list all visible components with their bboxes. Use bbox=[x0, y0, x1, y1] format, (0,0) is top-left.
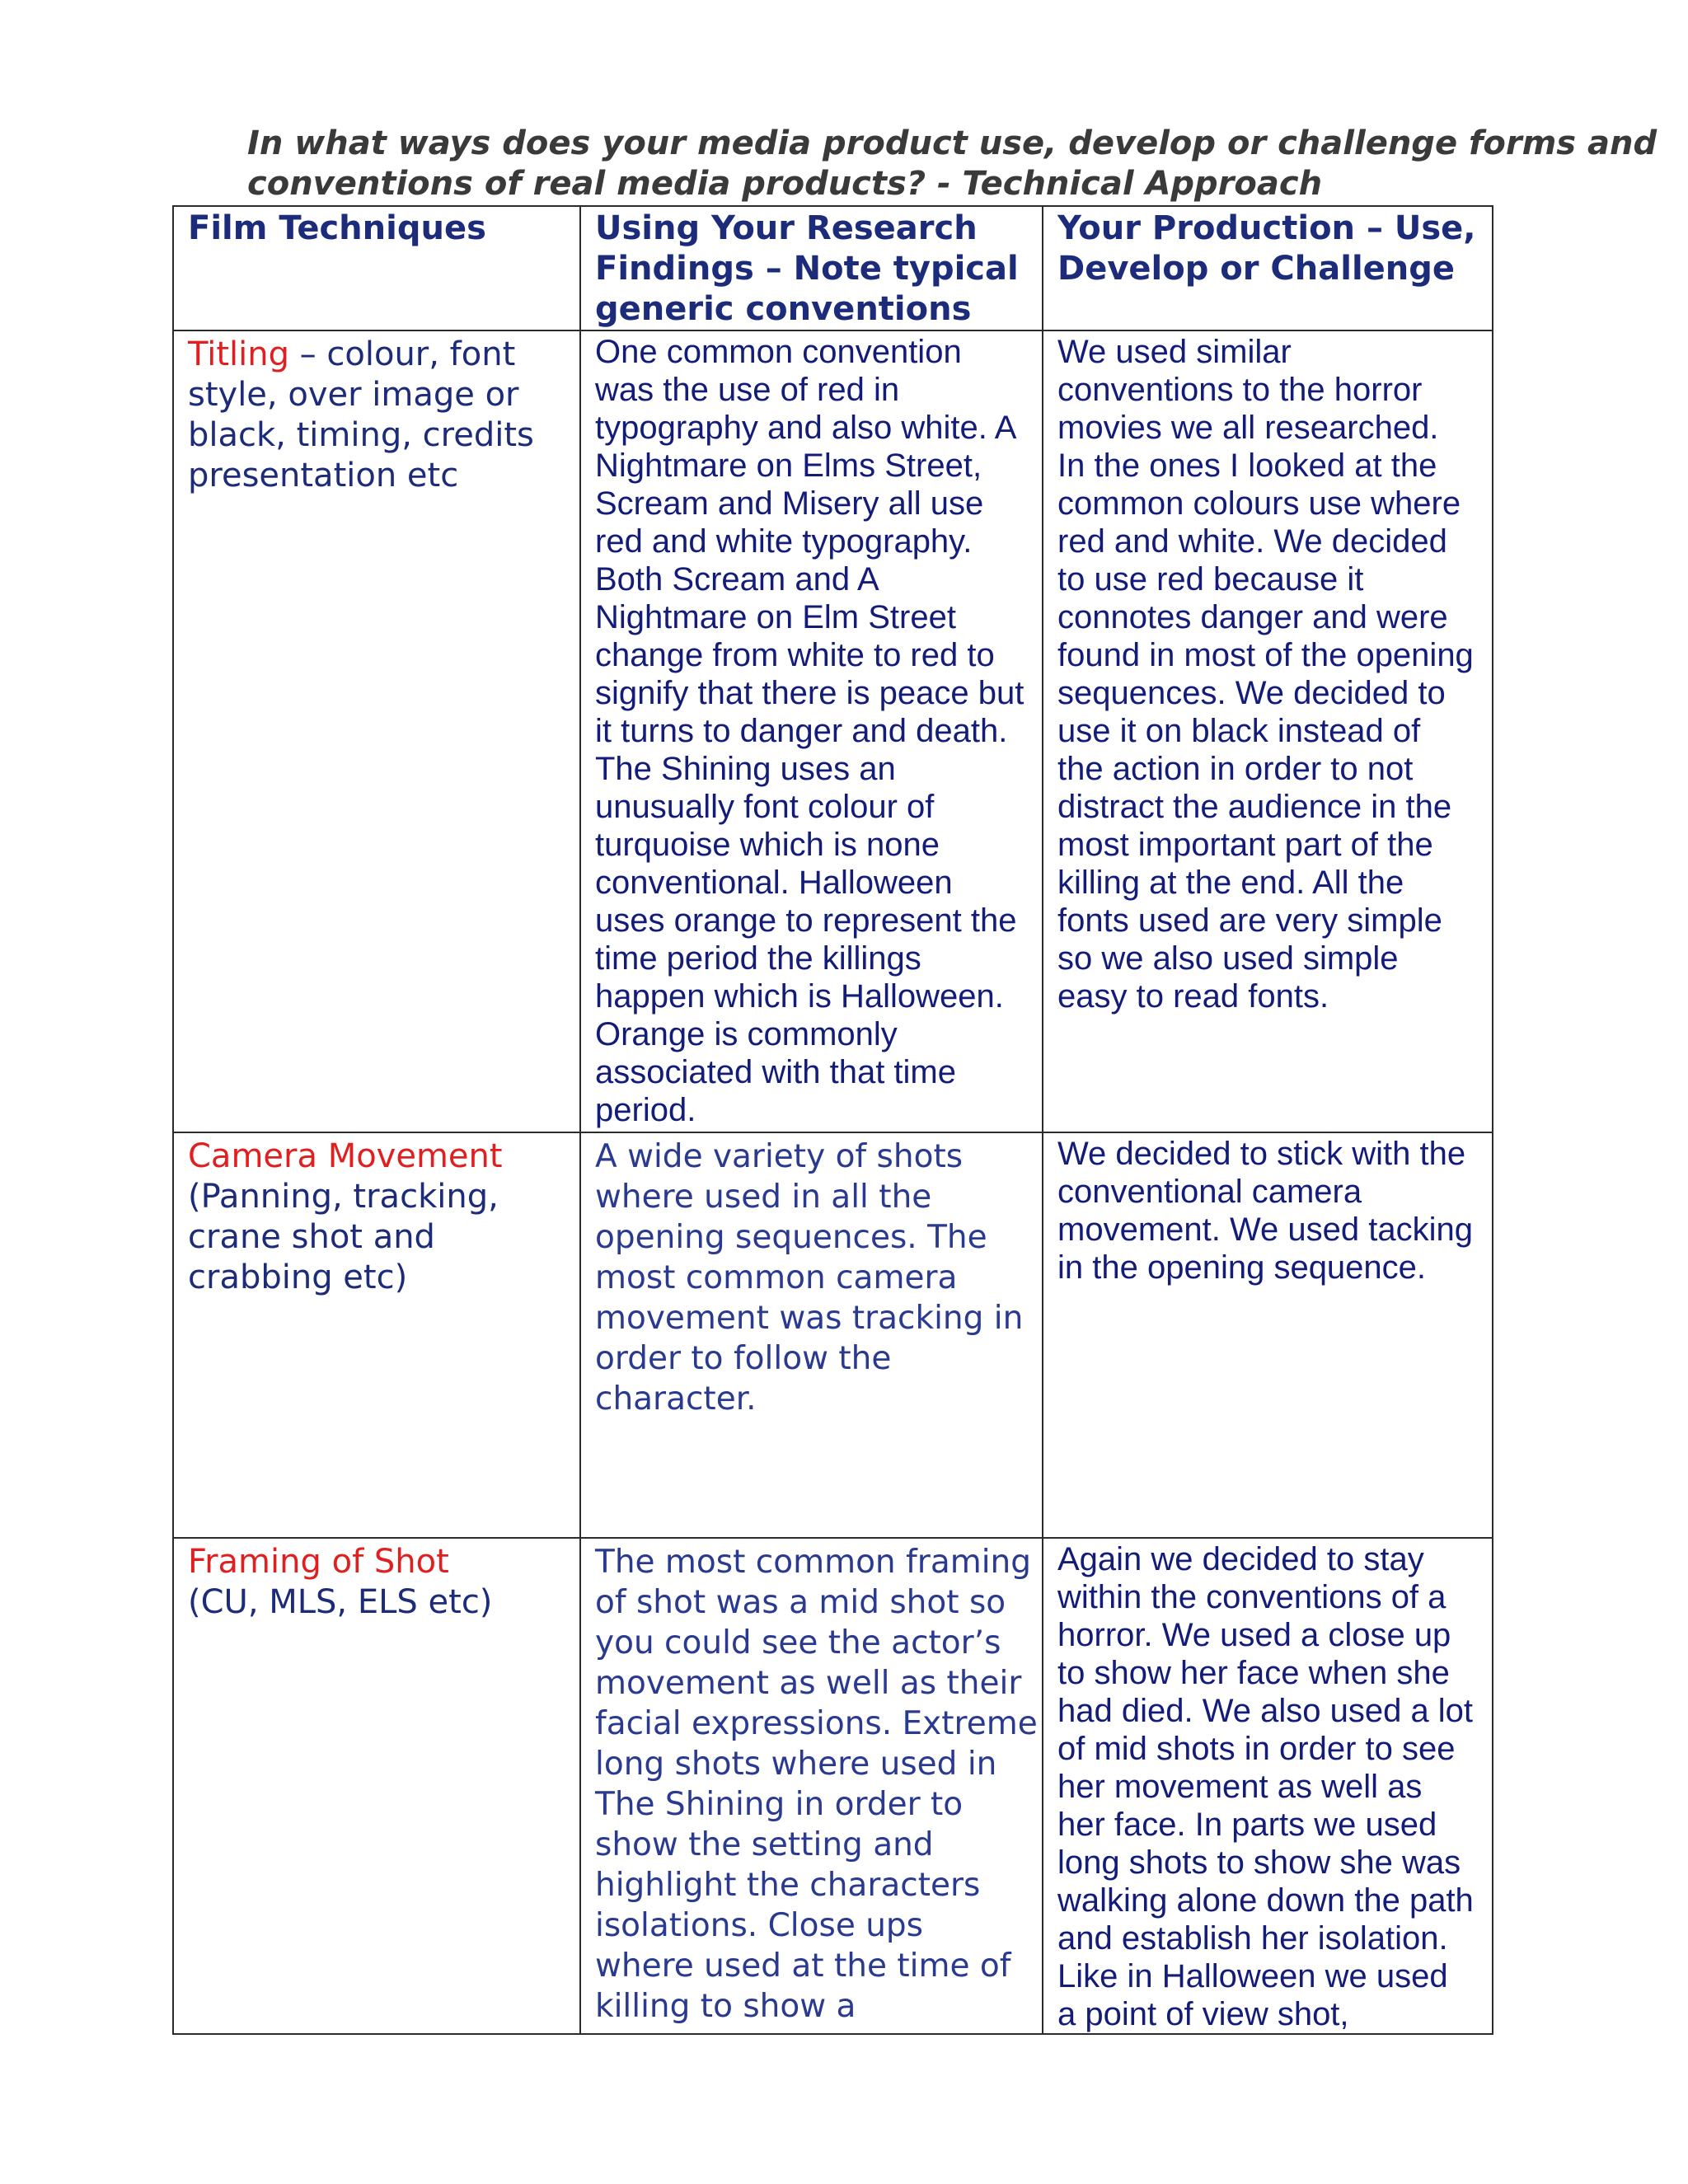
technique-cell bbox=[173, 1538, 580, 2034]
table-header-row bbox=[173, 206, 1493, 330]
production-line: to use red because it bbox=[1057, 561, 1364, 598]
production-line: most important part of the bbox=[1057, 827, 1433, 863]
research-cell bbox=[580, 1538, 1043, 2034]
technique-desc: crane shot and bbox=[188, 1218, 435, 1256]
research-line: happen which is Halloween. bbox=[595, 978, 1004, 1015]
production-line: within the conventions of a bbox=[1057, 1579, 1447, 1615]
research-line: unusually font colour of bbox=[595, 789, 935, 825]
research-line: turquoise which is none bbox=[595, 827, 940, 863]
research-line: it turns to danger and death. bbox=[595, 713, 1008, 749]
research-line: red and white typography. bbox=[595, 523, 973, 560]
technique-name: Framing of Shot bbox=[188, 1543, 449, 1581]
research-line: One common convention bbox=[595, 334, 962, 370]
research-line: The most common framing bbox=[595, 1544, 1032, 1581]
production-line: fonts used are very simple bbox=[1057, 902, 1442, 939]
header-text: Film Techniques bbox=[188, 209, 486, 247]
production-line: had died. We also used a lot bbox=[1057, 1693, 1474, 1729]
technique-cell bbox=[173, 330, 580, 1132]
production-line: use it on black instead of bbox=[1057, 713, 1421, 749]
production-line: in the opening sequence. bbox=[1057, 1249, 1427, 1286]
research-line: show the setting and bbox=[595, 1826, 934, 1863]
research-line: Nightmare on Elms Street, bbox=[595, 448, 982, 484]
technique-first-line bbox=[188, 335, 579, 375]
production-line: red and white. We decided bbox=[1057, 523, 1447, 560]
research-line: of shot was a mid shot so bbox=[595, 1584, 1006, 1621]
technique-name: Camera Movement bbox=[188, 1137, 503, 1175]
technique-desc: presentation etc bbox=[188, 457, 459, 494]
production-line: and establish her isolation. bbox=[1057, 1920, 1448, 1957]
research-line: The Shining uses an bbox=[595, 751, 896, 787]
techniques-table bbox=[172, 205, 1493, 2035]
heading-line-1: In what ways does your media product use, develop or challenge forms and bbox=[247, 124, 1658, 162]
research-line: uses orange to represent the bbox=[595, 902, 1017, 939]
research-line: character. bbox=[595, 1380, 757, 1418]
production-line: her face. In parts we used bbox=[1057, 1807, 1437, 1843]
production-line: conventions to the horror bbox=[1057, 372, 1423, 408]
technique-desc: (Panning, tracking, bbox=[188, 1178, 499, 1216]
table-row bbox=[173, 1132, 1493, 1538]
research-line: The Shining in order to bbox=[595, 1786, 964, 1823]
production-line: sequences. We decided to bbox=[1057, 675, 1446, 711]
research-line: associated with that time bbox=[595, 1054, 956, 1090]
research-line: A wide variety of shots bbox=[595, 1138, 964, 1175]
production-line: to show her face when she bbox=[1057, 1655, 1450, 1691]
research-cell bbox=[580, 1132, 1043, 1538]
research-line: movement as well as their bbox=[595, 1665, 1022, 1702]
header-text: Develop or Challenge bbox=[1057, 250, 1456, 288]
header-text: Findings – Note typical bbox=[595, 250, 1019, 288]
production-line: movies we all researched. bbox=[1057, 410, 1439, 446]
technique-desc: – colour, font bbox=[288, 335, 516, 373]
production-line: long shots to show she was bbox=[1057, 1844, 1461, 1881]
research-line: conventional. Halloween bbox=[595, 865, 953, 901]
production-line: conventional camera bbox=[1057, 1174, 1362, 1210]
production-line: movement. We used tacking bbox=[1057, 1212, 1473, 1248]
technique-desc: (CU, MLS, ELS etc) bbox=[188, 1583, 493, 1621]
research-line: Orange is commonly bbox=[595, 1016, 898, 1052]
header-text: Your Production – Use, bbox=[1057, 209, 1476, 247]
research-line: period. bbox=[595, 1092, 696, 1128]
research-line: change from white to red to bbox=[595, 637, 995, 673]
production-line: found in most of the opening bbox=[1057, 637, 1474, 673]
research-line: Both Scream and A bbox=[595, 561, 879, 598]
technique-cell bbox=[173, 1132, 580, 1538]
production-line: so we also used simple bbox=[1057, 940, 1399, 977]
research-line: signify that there is peace but bbox=[595, 675, 1025, 711]
production-line: In the ones I looked at the bbox=[1057, 448, 1437, 484]
technique-name: Titling bbox=[188, 335, 289, 373]
research-line: order to follow the bbox=[595, 1340, 892, 1377]
production-line: distract the audience in the bbox=[1057, 789, 1452, 825]
research-line: killing to show a bbox=[595, 1988, 856, 2025]
production-cell bbox=[1043, 1132, 1493, 1538]
research-line: Scream and Misery all use bbox=[595, 485, 984, 522]
research-line: where used at the time of bbox=[595, 1947, 1011, 1985]
technique-desc: crabbing etc) bbox=[188, 1258, 408, 1296]
production-line: We used similar bbox=[1057, 334, 1292, 370]
research-line: most common camera bbox=[595, 1259, 958, 1296]
research-line: time period the killings bbox=[595, 940, 921, 977]
research-cell bbox=[580, 330, 1043, 1132]
header-cell-production bbox=[1043, 206, 1493, 330]
production-line: killing at the end. All the bbox=[1057, 865, 1404, 901]
production-line: the action in order to not bbox=[1057, 751, 1414, 787]
production-line: common colours use where bbox=[1057, 485, 1461, 522]
production-line: horror. We used a close up bbox=[1057, 1617, 1451, 1653]
production-line: of mid shots in order to see bbox=[1057, 1731, 1456, 1767]
research-line: opening sequences. The bbox=[595, 1219, 987, 1256]
production-cell bbox=[1043, 1538, 1493, 2034]
production-line: her movement as well as bbox=[1057, 1769, 1423, 1805]
production-line: easy to read fonts. bbox=[1057, 978, 1329, 1015]
table-row bbox=[173, 330, 1493, 1132]
production-line: Again we decided to stay bbox=[1057, 1541, 1424, 1577]
heading-line-2: conventions of real media products? - Technical Approach bbox=[247, 165, 1323, 203]
header-cell-research bbox=[580, 206, 1043, 330]
production-line: a point of view shot, bbox=[1057, 1996, 1349, 2032]
header-text: generic conventions bbox=[595, 290, 972, 328]
research-line: long shots where used in bbox=[595, 1746, 997, 1783]
production-line: walking alone down the path bbox=[1057, 1882, 1474, 1919]
page-heading bbox=[247, 124, 1658, 204]
production-line: connotes danger and were bbox=[1057, 599, 1448, 635]
research-line: was the use of red in bbox=[595, 372, 900, 408]
technique-desc: black, timing, credits bbox=[188, 416, 534, 454]
research-line: Nightmare on Elm Street bbox=[595, 599, 956, 635]
production-cell bbox=[1043, 330, 1493, 1132]
research-line: isolations. Close ups bbox=[595, 1907, 923, 1944]
research-line: you could see the actor’s bbox=[595, 1624, 1001, 1661]
research-line: typography and also white. A bbox=[595, 410, 1017, 446]
research-line: movement was tracking in bbox=[595, 1300, 1024, 1337]
research-line: facial expressions. Extreme bbox=[595, 1705, 1038, 1742]
table-row bbox=[173, 1538, 1493, 2034]
research-line: where used in all the bbox=[595, 1179, 932, 1216]
header-cell-film-techniques bbox=[173, 206, 580, 330]
production-line: Like in Halloween we used bbox=[1057, 1958, 1448, 1994]
technique-desc: style, over image or bbox=[188, 376, 519, 414]
research-line: highlight the characters bbox=[595, 1867, 981, 1904]
production-line: We decided to stick with the bbox=[1057, 1136, 1466, 1172]
header-text: Using Your Research bbox=[595, 209, 978, 247]
